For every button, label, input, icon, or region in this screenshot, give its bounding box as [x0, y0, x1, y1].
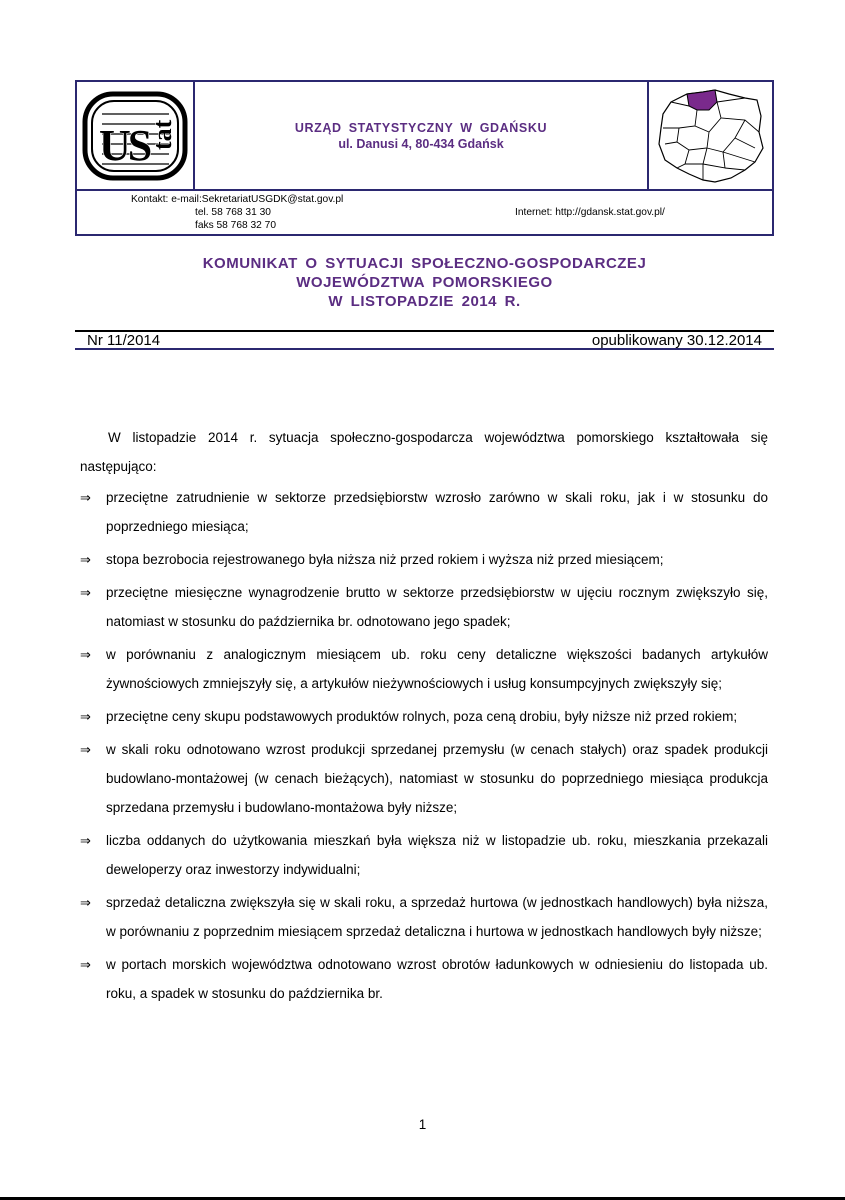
- arrow-icon: ⇒: [80, 742, 91, 757]
- list-item-text: przeciętne ceny skupu podstawowych produktów rolnych, poza ceną drobiu, były niższe niż przed rokiem;: [106, 709, 738, 724]
- office-address: ul. Danusi 4, 80-434 Gdańsk: [338, 136, 504, 151]
- list-item: [80, 826, 768, 884]
- title-line-3: W LISTOPADZIE 2014 R.: [328, 293, 521, 310]
- map-cell: [649, 82, 772, 189]
- arrow-icon: ⇒: [80, 490, 91, 505]
- publication-date: opublikowany 30.12.2014: [591, 332, 762, 349]
- list-item-text: przeciętne zatrudnienie w sektorze przedsiębiorstw wzrosło zarówno w skali roku, jak i w stosunku do poprzedniego miesiąca;: [106, 490, 768, 534]
- title-line-1: KOMUNIKAT O SYTUACJI SPOŁECZNO-GOSPODARCZEJ: [202, 255, 647, 272]
- intro-paragraph: [80, 423, 768, 481]
- logo-text: US: [99, 121, 150, 170]
- list-item: [80, 888, 768, 946]
- arrow-icon: ⇒: [80, 895, 91, 910]
- contact-email: Kontakt: e-mail:SekretariatUSGDK@stat.gov.pl: [131, 194, 344, 205]
- arrow-icon: ⇒: [80, 833, 91, 848]
- contact-fax: faks 58 768 32 70: [195, 220, 276, 231]
- title-line-2: WOJEWÓDZTWA POMORSKIEGO: [296, 274, 553, 291]
- list-item-text: liczba oddanych do użytkowania mieszkań była większa niż w listopadzie ub. roku, mieszkania przekazali deweloperzy oraz inwestorzy indywidualni;: [106, 833, 768, 877]
- logo-cell: [77, 82, 195, 189]
- list-item-text: sprzedaż detaliczna zwiększyła się w skali roku, a sprzedaż hurtowa (w jednostkach handlowych) była niższa, w porównaniu z poprzednim miesiącem sprzedaż detaliczna i hurtowa w jednostkach handlowych były niższe;: [106, 895, 768, 939]
- pomorskie-region: [687, 90, 717, 110]
- office-cell: [195, 82, 649, 189]
- ustat-logo: [77, 82, 193, 189]
- poland-map-icon: [649, 82, 774, 189]
- arrow-icon: ⇒: [80, 585, 91, 600]
- document-title: [75, 254, 774, 311]
- summary-list: [80, 483, 768, 1012]
- list-item-text: przeciętne miesięczne wynagrodzenie brutto w sektorze przedsiębiorstw w ujęciu rocznym zwiększyło się, natomiast w stosunku do października br. odnotowano jego spadek;: [106, 585, 768, 629]
- list-item-text: w porównaniu z analogicznym miesiącem ub. roku ceny detaliczne większości badanych artykułów żywnościowych zmniejszyły się, a artykułów nieżywnościowych i usług konsumpcyjnych zwiększyły się;: [106, 647, 768, 691]
- header-box: [75, 80, 774, 236]
- list-item: [80, 545, 768, 574]
- contact-internet: Internet: http://gdansk.stat.gov.pl/: [515, 207, 665, 218]
- list-item: [80, 950, 768, 1008]
- list-item: [80, 702, 768, 731]
- arrow-icon: ⇒: [80, 957, 91, 972]
- arrow-icon: ⇒: [80, 709, 91, 724]
- intro-text: W listopadzie 2014 r. sytuacja społeczno-gospodarcza województwa pomorskiego kształtowała się następująco:: [80, 430, 768, 474]
- list-item: [80, 735, 768, 822]
- list-item-text: w portach morskich województwa odnotowano wzrost obrotów ładunkowych w odniesieniu do listopada ub. roku, a spadek w stosunku do października br.: [106, 957, 768, 1001]
- list-item: [80, 483, 768, 541]
- list-item: [80, 640, 768, 698]
- list-item-text: stopa bezrobocia rejestrowanego była niższa niż przed rokiem i wyższa niż przed miesiącem;: [106, 552, 664, 567]
- contact-section: [77, 191, 772, 234]
- logo-text-small: tat: [148, 119, 177, 150]
- issue-number: Nr 11/2014: [87, 332, 161, 349]
- issue-number-bar: [75, 330, 774, 350]
- header-top-row: [77, 82, 772, 191]
- page-number: 1: [418, 1117, 427, 1132]
- list-item: [80, 578, 768, 636]
- office-name: URZĄD STATYSTYCZNY W GDAŃSKU: [294, 120, 548, 135]
- contact-phone: tel. 58 768 31 30: [195, 207, 271, 218]
- arrow-icon: ⇒: [80, 647, 91, 662]
- arrow-icon: ⇒: [80, 552, 91, 567]
- list-item-text: w skali roku odnotowano wzrost produkcji sprzedanej przemysłu (w cenach stałych) oraz spadek produkcji budowlano-montażowej (w cenach bieżących), natomiast w stosunku do poprzedniego miesiąca produkcja sprzedana przemysłu i budowlano-montażowa były niższe;: [106, 742, 768, 815]
